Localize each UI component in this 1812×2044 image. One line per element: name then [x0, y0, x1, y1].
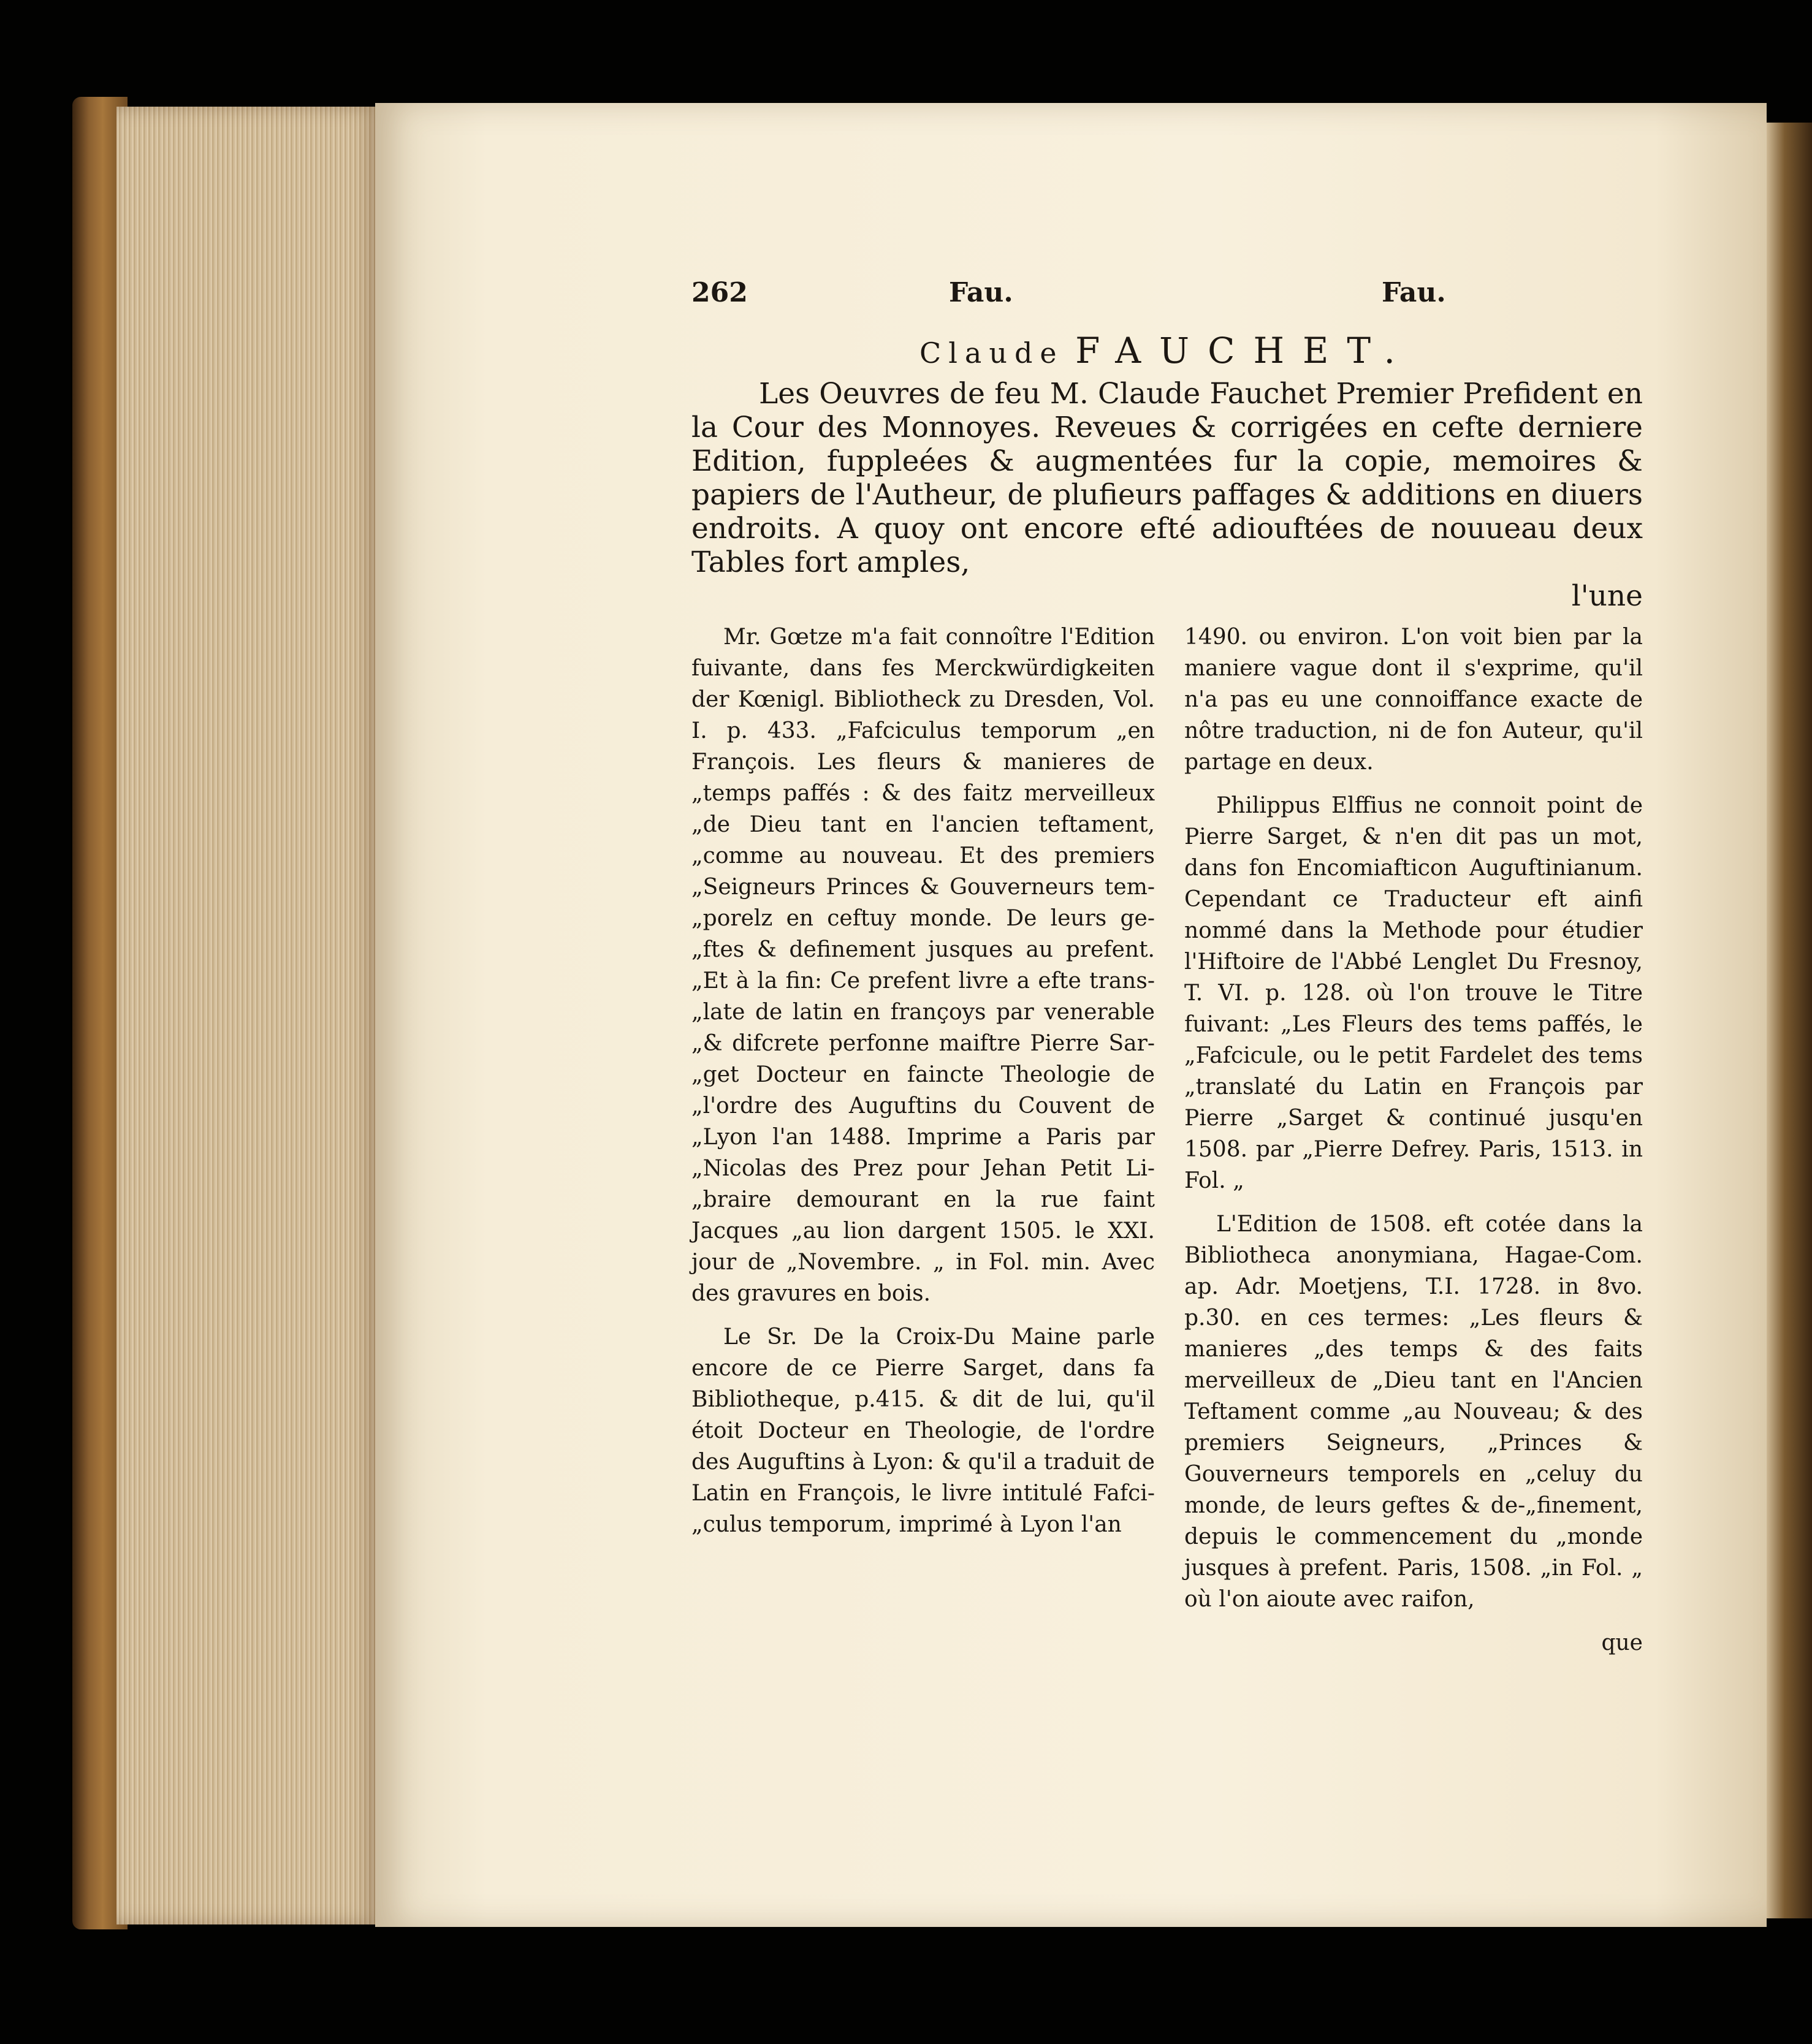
- lead-catchword: l'une: [1571, 579, 1643, 613]
- left-paragraph-1: Mr. Gœtze m'a fait connoître l'Edition fuivante, dans fes Merckwürdigkeiten der Kœnigl. Bibliotheck zu Dresden, Vol. I. p. 433. „Fafciculus temporum „en François. Les fleurs & manieres de „temps paffés : & des faitz merveilleux „de Dieu tant en l'ancien teftament, „comme au nouveau. Et des premiers „Seigneurs Princes & Gouverneurs tem-„porelz en ceftuy monde. De leurs ge-„ftes & definement jusques au prefent. „Et à la fin: Ce prefent livre a efte trans-„late de latin en françoys par venerable „& difcrete perfonne maiftre Pierre Sar-„get Docteur en faincte Theologie de „l'ordre des Auguftins du Couvent de „Lyon l'an 1488. Imprime a Paris par „Nicolas des Prez pour Jehan Petit Li-„braire demourant en la rue faint Jacques „au lion dargent 1505. le XXI. jour de „Novembre. „ in Fol. min. Avec des gravures en bois.: [691, 625, 1155, 1306]
- right-column: [1184, 621, 1643, 1658]
- author-last-name: FAUCHET.: [1075, 330, 1414, 371]
- lead-text: Les Oeuvres de feu M. Claude Fauchet Premier Prefident en la Cour des Monnoyes. Reveues & corrigées en cefte derniere Edition, fuppleées & augmentées fur la copie, memoires & papiers de l'Autheur, de plufieurs paffages & additions en diuers endroits. A quoy ont encore efté adiouftées de nouueau deux Tables fort amples,: [691, 377, 1643, 579]
- right-paragraph-3: L'Edition de 1508. eft cotée dans la Bibliotheca anonymiana, Hagae-Com. ap. Adr. Moetjens, T.I. 1728. in 8vo. p.30. en ces termes: „Les fleurs & manieres „des temps & des faits merveilleux de „Dieu tant en l'Ancien Teftament comme „au Nouveau; & des premiers Seigneurs, „Princes & Gouverneurs temporels en „celuy du monde, de leurs geftes & de-„finement, depuis le commencement du „monde jusques à prefent. Paris, 1508. „in Fol. „ où l'on aioute avec raifon,: [1184, 1212, 1643, 1612]
- author-first-name: Claude: [919, 336, 1064, 370]
- left-column: [691, 621, 1155, 1552]
- page-block-edges: [116, 107, 380, 1924]
- right-paragraph-1: 1490. ou environ. L'on voit bien par la maniere vague dont il s'exprime, qu'il n'a pas eu une connoiffance exacte de nôtre traduction, ni de fon Auteur, qu'il partage en deux.: [1184, 625, 1643, 775]
- lead-paragraph: [691, 377, 1643, 613]
- right-paragraph-2: Philippus Elffius ne connoit point de Pierre Sarget, & n'en dit pas un mot, dans fon Encomiafticon Auguftinianum. Cependant ce Traducteur eft ainfi nommé dans la Methode pour étudier l'Hiftoire de l'Abbé Lenglet Du Fresnoy, T. VI. p. 128. où l'on trouve le Titre fuivant: „Les Fleurs des tems paffés, le „Fafcicule, ou le petit Fardelet des tems „translaté du Latin en François par Pierre „Sarget & continué jusqu'en 1508. par „Pierre Defrey. Paris, 1513. in Fol. „: [1184, 793, 1643, 1193]
- facing-page-edge: [1767, 123, 1812, 1918]
- running-head-right: Fau.: [1382, 277, 1446, 308]
- right-catchword: que: [1601, 1630, 1643, 1655]
- entry-title: [691, 330, 1642, 371]
- left-paragraph-2: Le Sr. De la Croix-Du Maine parle encore de ce Pierre Sarget, dans fa Bibliotheque, p.415. & dit de lui, qu'il étoit Docteur en Theologie, de l'ordre des Auguftins à Lyon: & qu'il a traduit de Latin en François, le livre intitulé Fafci-„culus temporum, imprimé à Lyon l'an: [691, 1324, 1155, 1537]
- running-head-left: Fau.: [949, 277, 1013, 308]
- page-number: 262: [691, 277, 748, 308]
